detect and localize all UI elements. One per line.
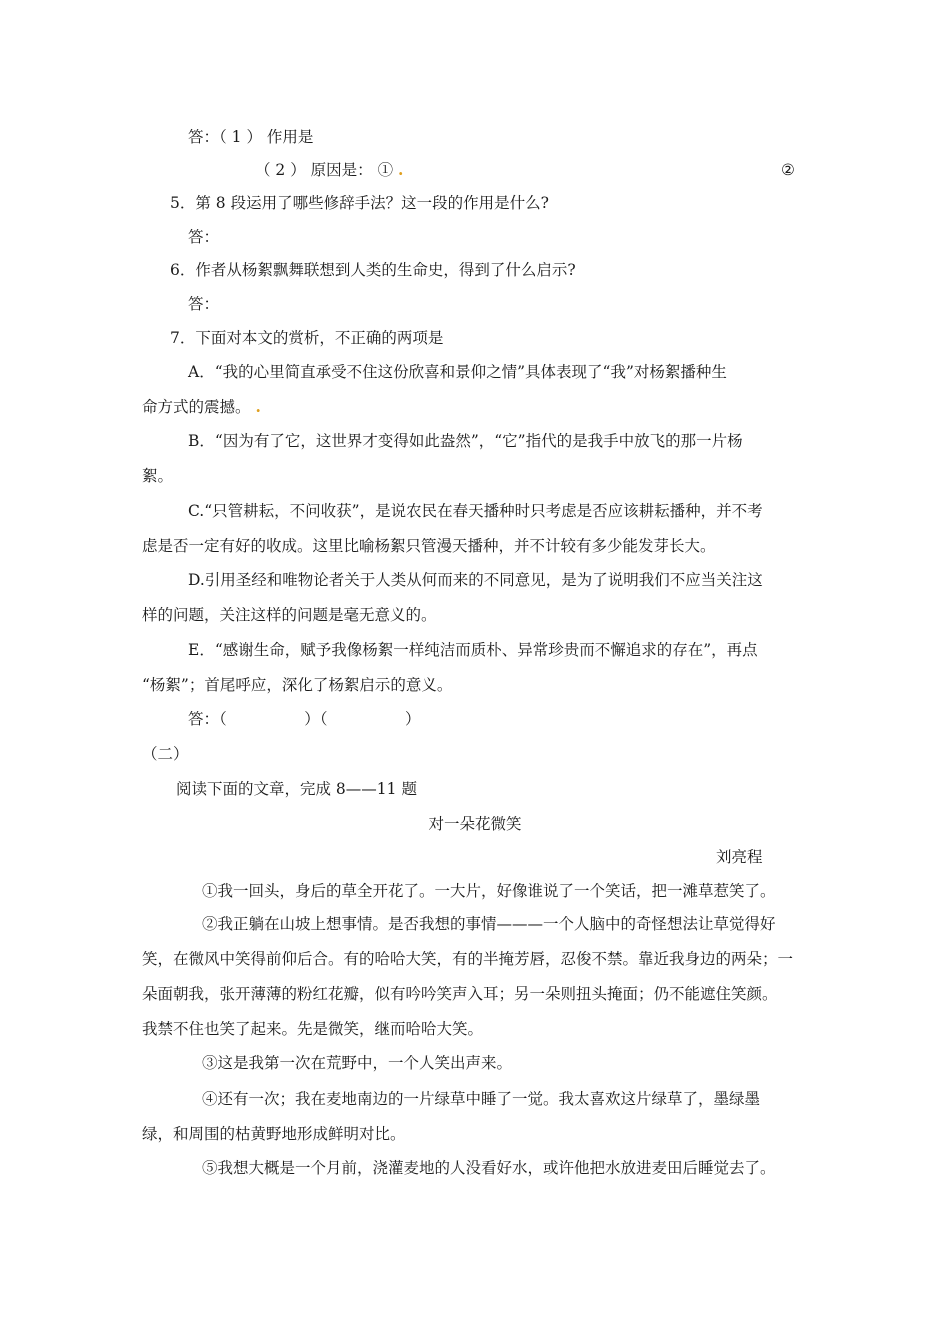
q7-answer: 答：（ ）（ ）: [188, 710, 421, 728]
q4-answer-2-text: （ 2 ） 原因是： ①: [255, 161, 394, 179]
q5-question: 5．第 8 段运用了哪些修辞手法？这一段的作用是什么?: [170, 194, 549, 212]
q7-option-e-line2: “杨絮”；首尾呼应，深化了杨絮启示的意义。: [142, 676, 453, 694]
q4-answer-2-dot: .: [398, 160, 404, 179]
q4-answer-2: [255, 160, 403, 180]
article-paragraph-2-line1: ②我正躺在山坡上想事情。是否我想的事情———一个人脑中的奇怪想法让草觉得好: [202, 915, 776, 933]
q7-option-a-line1: A．“我的心里简直承受不住这份欣喜和景仰之情”具体表现了“我”对杨絮播种生: [188, 363, 727, 381]
article-paragraph-4-line2: 绿，和周围的枯黄野地形成鲜明对比。: [142, 1125, 406, 1143]
q7-option-b-line1: B．“因为有了它，这世界才变得如此盎然”，“它”指代的是我手中放飞的那一片杨: [188, 432, 743, 450]
q7-option-a-dot: .: [255, 397, 261, 416]
q4-answer-2-circle2: ②: [781, 161, 795, 179]
section2-heading: （二）: [142, 745, 189, 763]
article-paragraph-2-line3: 朵面朝我，张开薄薄的粉红花瓣，似有吟吟笑声入耳；另一朵则扭头掩面；仍不能遮住笑颜。: [142, 985, 778, 1003]
section2-instruction: 阅读下面的文章，完成 8——11 题: [176, 780, 417, 798]
article-paragraph-2-line2: 笑，在微风中笑得前仰后合。有的哈哈大笑，有的半掩芳唇，忍俊不禁。靠近我身边的两朵；一: [142, 950, 794, 968]
q7-option-c-line2: 虑是否一定有好的收成。这里比喻杨絮只管漫天播种，并不计较有多少能发芽长大。: [142, 537, 716, 555]
q6-answer: 答：: [188, 295, 220, 313]
article-paragraph-4-line1: ④还有一次；我在麦地南边的一片绿草中睡了一觉。我太喜欢这片绿草了，墨绿墨: [202, 1090, 761, 1108]
article-paragraph-5: ⑤我想大概是一个月前，浇灌麦地的人没看好水，或许他把水放进麦田后睡觉去了。: [202, 1159, 776, 1177]
q7-option-d-line1: D.引用圣经和唯物论者关于人类从何而来的不同意见，是为了说明我们不应当关注这: [188, 571, 763, 589]
article-paragraph-2-line4: 我禁不住也笑了起来。先是微笑，继而哈哈大笑。: [142, 1020, 484, 1038]
q7-option-a-line2: [142, 397, 261, 417]
q7-question: 7．下面对本文的赏析，不正确的两项是: [170, 329, 444, 347]
article-paragraph-3: ③这是我第一次在荒野中，一个人笑出声来。: [202, 1054, 513, 1072]
q7-option-e-line1: E．“感谢生命，赋予我像杨絮一样纯洁而质朴、异常珍贵而不懈追求的存在”，再点: [188, 641, 758, 659]
q6-question: 6．作者从杨絮飘舞联想到人类的生命史，得到了什么启示?: [170, 261, 576, 279]
q7-option-c-line1: C.“只管耕耘，不问收获”，是说农民在春天播种时只考虑是否应该耕耘播种，并不考: [188, 502, 763, 520]
q5-answer: 答：: [188, 228, 220, 246]
article-paragraph-1: ①我一回头，身后的草全开花了。一大片，好像谁说了一个笑话，把一滩草惹笑了。: [202, 882, 776, 900]
q7-option-b-line2: 絮。: [142, 467, 174, 485]
article-author: 刘亮程: [716, 848, 763, 866]
q7-option-d-line2: 样的问题，关注这样的问题是毫无意义的。: [142, 606, 437, 624]
q4-answer-1: 答：（ 1 ） 作用是: [188, 128, 314, 146]
article-title: 对一朵花微笑: [428, 815, 522, 833]
q7-option-a-line2-text: 命方式的震撼。: [142, 398, 251, 416]
